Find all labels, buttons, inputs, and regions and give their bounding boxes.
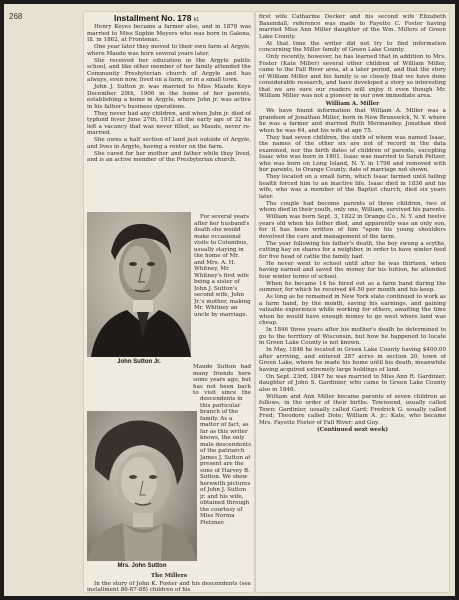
paragraph: In 1846 three years after his mother's death he determined to go to the territory of Wisconsin, but how he happened to locate in Green Lake County is not known. <box>259 327 446 346</box>
paragraph: They located on a small farm, which Isaac farmed until failing health forced him to an inactive life. Isaac died in 1836 and his wife, who was a member of the Baptist church, died six years later. <box>259 174 446 200</box>
paragraph: When he became 14 he hired out as a farm hand during the summer, for which he received $4.50 per month and his keep. <box>259 280 446 293</box>
paragraph: At that time the writer did not try to find information concerning the Miller family of Green Lake County. <box>259 40 446 53</box>
right-column-text <box>259 14 446 586</box>
photo2-caption: Mrs. John Sutton <box>117 563 167 569</box>
left-top-text <box>87 24 251 220</box>
paragraph: William and Ann Miller became parents of seven children as follows, in the order of their births. Townsend, usually called Town; Gardinier, usually called Gard; Fredrick G. usually called Fred; Theodore called Dote; William A. jr.; Kate, who became Mrs. Fayette Foster of Fall River; and Guy. <box>259 393 446 426</box>
continued-footer: (Continued next week) <box>316 427 389 433</box>
installment-title-text: Installment No. 178 <box>114 13 192 23</box>
paragraph: As long as he remained in New York state continued to work as a farm hand, by the month, saving his earnings, and gaining valuable experience while working for others, awaiting the time when he would have enough money to go west where land was cheap. <box>259 294 446 326</box>
paragraph: The year following his father's death, the boy swung a scythe, cutting hay on shares for a neighbor, in order to have winter feed for five head of cattle the family had. <box>259 240 446 260</box>
text-beside-photo1 <box>194 214 251 364</box>
paragraph: On Sept. 23rd, 1847 he was married to Miss Ann R. Gardinier, daughter of John S. Gardinier, who came to Green Lake County also in 1846. <box>259 373 446 393</box>
paragraph: She owns a half section of land just outside of Argyle, and lives in Argyle, having a renter on the farm. <box>87 137 251 150</box>
scrapbook-page <box>4 4 455 596</box>
paragraph: One year later they moved to their own farm at Argyle, where Maude was born several years later. <box>87 44 251 57</box>
installment-title <box>114 13 199 23</box>
photo-mrs-john-sutton <box>87 411 197 561</box>
photo-john-sutton-jr <box>87 212 191 357</box>
paragraph: William was born Sept. 3, 1822 in Orange Co., N. Y. and twelve years old when his father died, and apparently was an only son, for it has been written of him "upon his young shoulders devolved the care and management of the farm. <box>259 214 446 240</box>
paragraph: The couple had become parents of three children, two of whom died in their youth, only one, William, survived his parents. <box>259 200 446 213</box>
left-clipping <box>84 12 254 592</box>
paragraph: They never had any children, and when John jr. died of typhoid fever June 27th, 1912 at the early age of 32 he left a vacancy that was never filled, as Maude, never re-married. <box>87 110 251 136</box>
installment-suffix: k1 <box>193 17 200 23</box>
paragraph: John J. Sutton jr. was married to Miss Maude Keye December 20th, 1906 in the home of her parents, establishing a home in Argyle, where John jr. was active in his father's business operations. <box>87 84 251 110</box>
paragraph: He never went to school until after he was thirteen, when having earned and saved the money for his tuition, he attended four winter terms of school. <box>259 260 446 280</box>
right-clipping <box>256 12 449 592</box>
photo1-caption: John Sutton Jr. <box>117 359 161 365</box>
section-title-millers: The Millers <box>151 573 187 579</box>
paragraph: We have found information that William A. Miller was a grandson of Jonathan Miller, born in New Brunswick, N. Y. where he was a farmer and married Ruth Mermandey. Jonathan died when he was 64, and his wife at age 75. <box>259 108 446 134</box>
paragraph: For several years after her husband's death she would make occasional visits to Columbus, usually staying in the home of Mr. and Mrs. A. H. Whitney, Mr. Whitney's first wife being a sister of John J. Sutton's second wife, John Jr.'s mother, making Mr. Whitney an uncle by marriage. <box>194 214 251 318</box>
text-after-photo1 <box>87 364 251 396</box>
subheading-william-miller: William A. Miller <box>325 100 380 107</box>
paragraph: descendents in this particular branch of the family. As a matter of fact, as far as this writer knows, the only male descendents of the patriarch James J. Sutton at present are the sons of Harvey B. Sutton. We show herewith pictures of John J. Sutton jr. and his wife, obtained through the courtesy of Miss Norma Pietzner. <box>200 396 251 526</box>
paragraph: Only recently, however, he has learned that in addition to Mrs. Foster (Kate Miller) several other children of William Miller, came to the Fall River area, at a later period, and that the story of William Miller and his family is so closely that we have done considerable research, and have developed a story so interesting that we are sure our readers will enjoy it even though Mr. William Miller was not a pioneer in our own immediate area. <box>259 54 446 99</box>
paragraph: She cared for her mother and father while they lived, and is an active member of the Presbyterian church. <box>87 150 251 163</box>
text-bottom-left <box>87 572 251 592</box>
paragraph: Maude Sutton had many friends here some years ago, but has not been back to visit since the <box>193 364 251 396</box>
paragraph: She received her education in the Argyle public school, and like other member of her family attended the Community Presbyterian church of Argyle and has always, even now, lived on a farm, or in a small town. <box>87 57 251 83</box>
paragraph: They had seven children, the sixth of whom was named Isaac, the names of the other six are not of record in the data examined, nor the birth dates of children of parents, excepting Isaac who was born in 1801. Isaac was married to Sarah Peltzer, who was born on Long Island, N. Y. in 1796 and removed with her parents, to Orange County, date of marriage not shown. <box>259 134 446 173</box>
paragraph: Henry Keyes became a farmer also, and in 1878 was married to Miss Sophie Meyers who was born in Galena, Ill. in 1862, at Frontenac. <box>87 24 251 43</box>
text-beside-photo2 <box>200 396 251 560</box>
paragraph: In May, 1846 he located in Green Lake County having $400.00 after arriving, and entered 287 acres in section 20, town of Green Lake, where he made his home until his death, meanwhile having acquired extremely large holdings of land. <box>259 347 446 373</box>
paragraph: In the story of John K. Foster and his descendents (see installment 86-87-88) children of his <box>87 580 251 592</box>
page-number: 268 <box>9 12 23 21</box>
paragraph: first wife Catharine Decker and his second wife Elizabeth Baxendall, reference was made to Fayette C. Foster having married Miss Ann Miller daughter of the Wm. Millers of Green Lake County. <box>259 14 446 40</box>
